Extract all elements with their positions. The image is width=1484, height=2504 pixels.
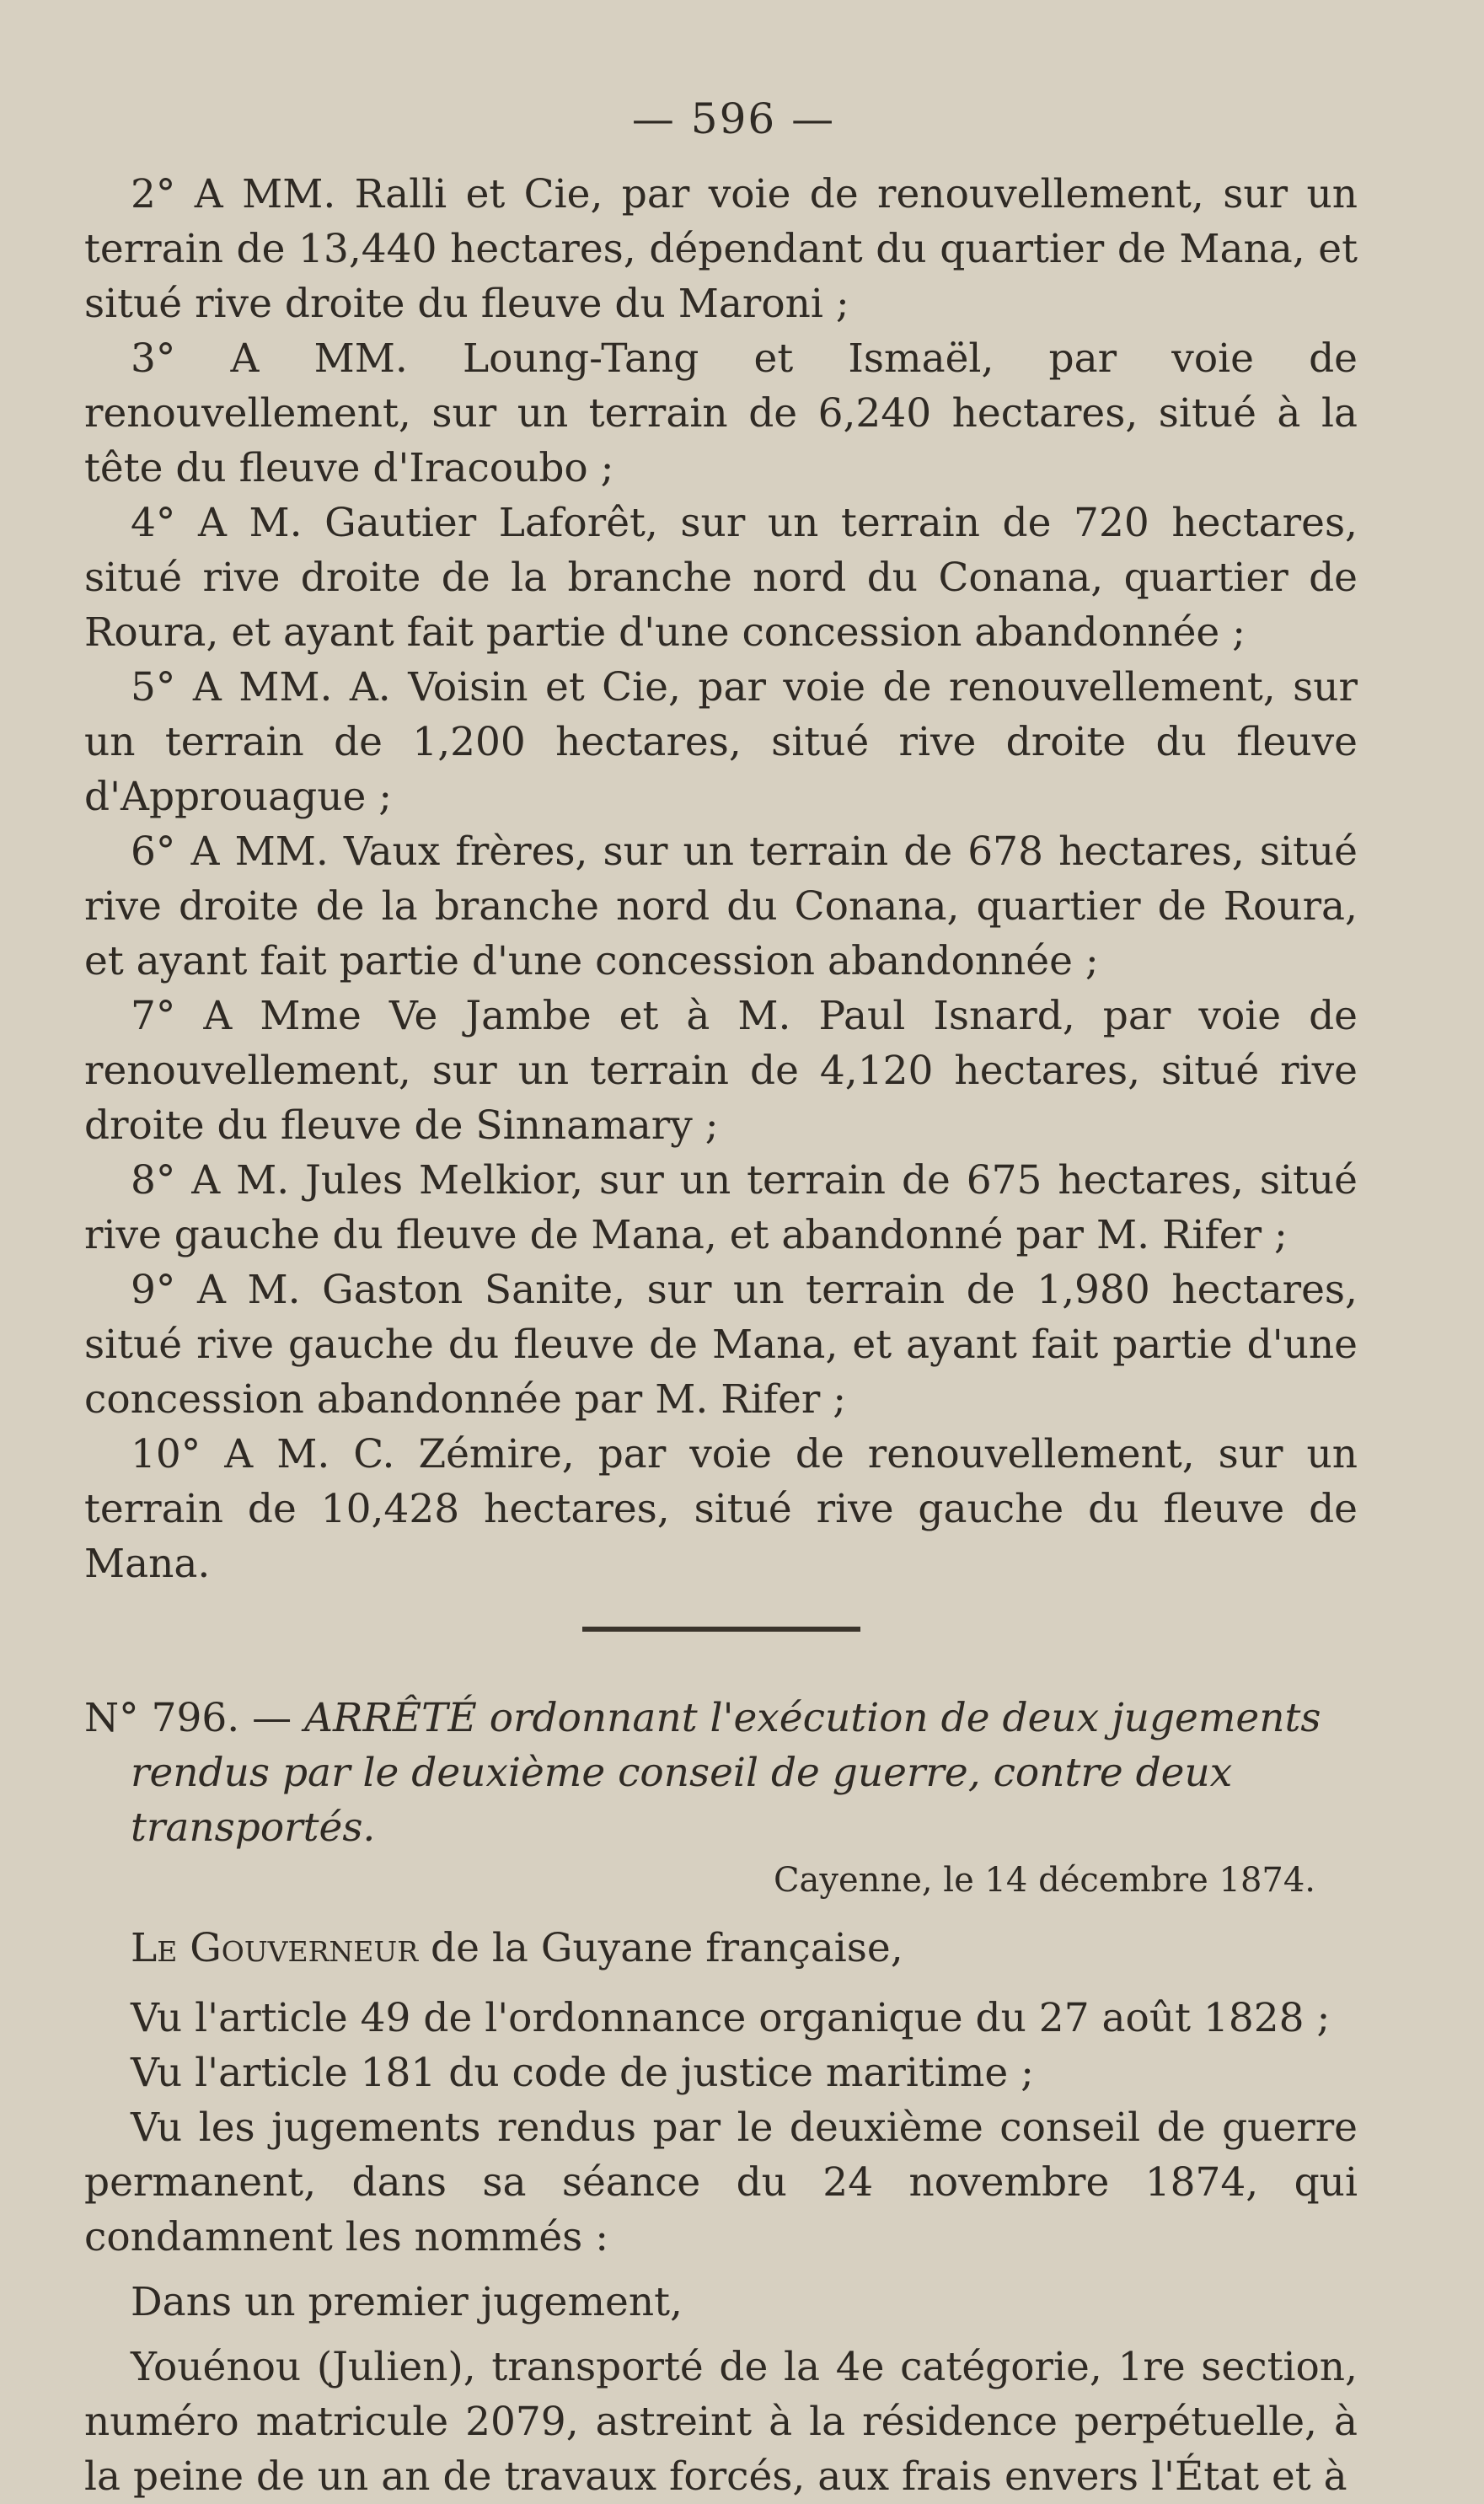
governor-label: Le Gouverneur xyxy=(131,1925,419,1971)
decree-date: Cayenne, le 14 décembre 1874. xyxy=(773,1861,1315,1900)
vu-line: Vu les jugements rendus par le deuxième conseil de guerre permanent, dans sa séance du 24 novembre 1874, qui condamnent les nommés : xyxy=(84,2105,1358,2260)
list-item: 9° A M. Gaston Sanite, sur un terrain de 1,980 hectares, situé rive gauche du fleuve de Mana, et ayant fait partie d'une concession abandonnée par M. Rifer ; xyxy=(84,1267,1358,1423)
vu-line: Vu l'article 181 du code de justice maritime ; xyxy=(131,2050,1034,2096)
governor-rest: de la Guyane française, xyxy=(418,1925,903,1971)
vu-line: Vu l'article 49 de l'ordonnance organique du 27 août 1828 ; xyxy=(131,1995,1331,2041)
section-divider xyxy=(582,1627,860,1632)
list-item: 4° A M. Gautier Laforêt, sur un terrain de 720 hectares, situé rive droite de la branche nord du Conana, quartier de Roura, et ayant fait partie d'une concession abandonnée ; xyxy=(84,500,1358,656)
list-item: 8° A M. Jules Melkior, sur un terrain de 675 hectares, situé rive gauche du fleuve de Mana, et abandonné par M. Rifer ; xyxy=(84,1157,1358,1258)
list-item: 6° A MM. Vaux frères, sur un terrain de 678 hectares, situé rive droite de la branche nord du Conana, quartier de Roura, et ayant fait partie d'une concession abandonnée ; xyxy=(84,828,1358,984)
governor-line xyxy=(84,1921,1358,1976)
list-item: 10° A M. C. Zémire, par voie de renouvellement, sur un terrain de 10,428 hectares, situé rive gauche du fleuve de Mana. xyxy=(84,1431,1358,1587)
first-judgment-line: Dans un premier jugement, xyxy=(131,2279,683,2325)
list-item: 3° A MM. Loung-Tang et Ismaël, par voie de renouvellement, sur un terrain de 6,240 hectares, situé à la tête du fleuve d'Iracoubo ; xyxy=(84,335,1358,491)
list-item: 2° A MM. Ralli et Cie, par voie de renouvellement, sur un terrain de 13,440 hectares, dépendant du quartier de Mana, et situé rive droite du fleuve du Maroni ; xyxy=(84,171,1358,327)
page-number: — 596 — xyxy=(631,94,836,143)
decree-title: ARRÊTÉ ordonnant l'exécution de deux jugements rendus par le deuxième conseil de guerre, contre deux transportés. xyxy=(131,1695,1321,1851)
final-paragraph: Youénou (Julien), transporté de la 4e catégorie, 1re section, numéro matricule 2079, astreint à la résidence perpétuelle, à la peine de un an de travaux forcés, aux frais envers l'État et à xyxy=(84,2344,1358,2500)
decree-heading xyxy=(84,1691,1358,1855)
list-item: 7° A Mme Ve Jambe et à M. Paul Isnard, par voie de renouvellement, sur un terrain de 4,120 hectares, situé rive droite du fleuve de Sinnamary ; xyxy=(84,993,1358,1149)
list-item: 5° A MM. A. Voisin et Cie, par voie de renouvellement, sur un terrain de 1,200 hectares, situé rive droite du fleuve d'Approuague ; xyxy=(84,664,1358,820)
decree-number: N° 796. — xyxy=(84,1695,292,1741)
